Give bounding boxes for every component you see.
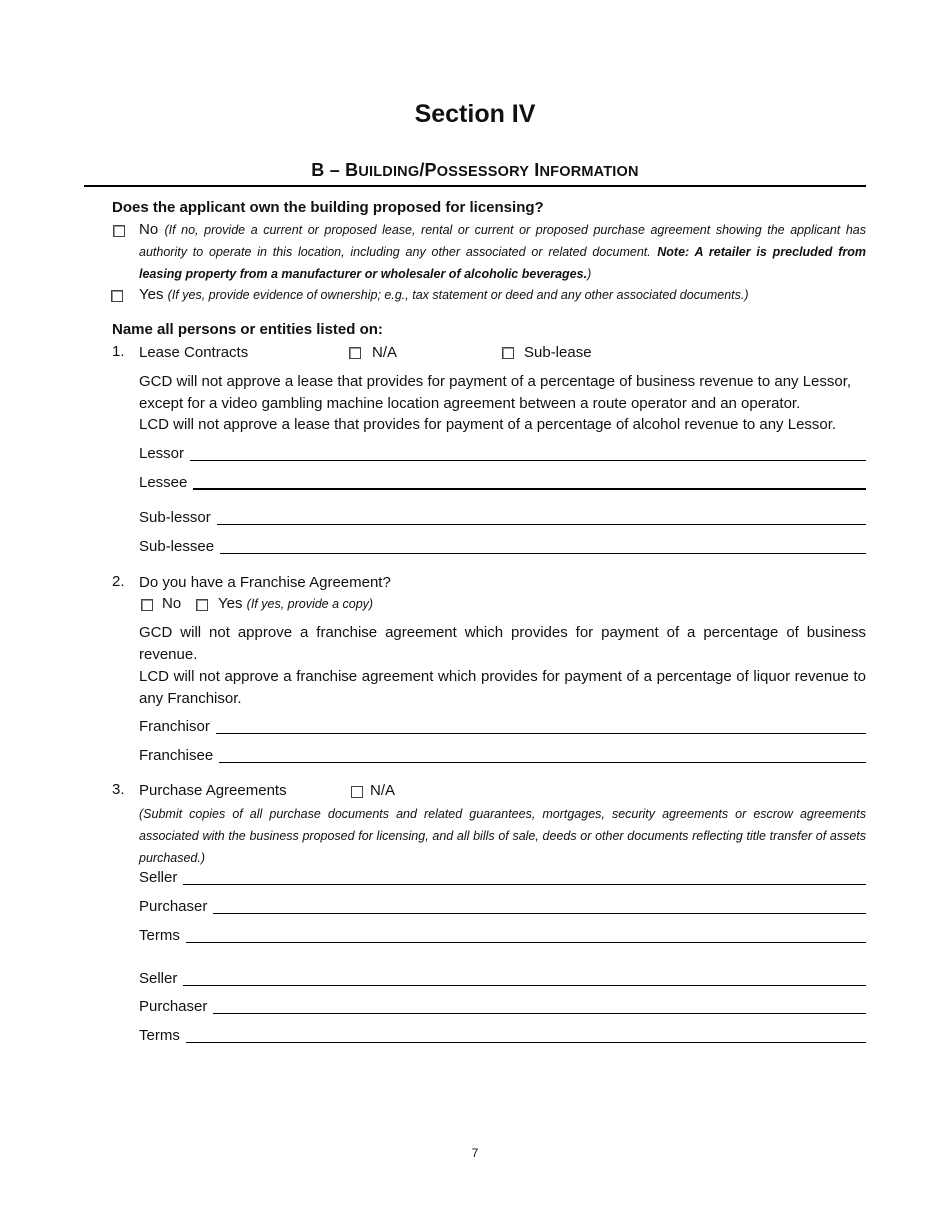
lessee-input-line[interactable]	[193, 472, 866, 490]
franchise-yes-note: (If yes, provide a copy)	[246, 597, 374, 611]
seller-input-line-2[interactable]	[183, 969, 866, 986]
seller-label-2: Seller	[139, 970, 178, 987]
sublease-label: Sub-lease	[524, 344, 592, 361]
purchase-note: (Submit copies of all purchase documents and related guarantees, mortgages, security agreements or escrow agreements associated with the business proposed for licensing, and all bills of sale, deeds or other documents reflecting title transfer of assets purchased.)	[139, 807, 866, 865]
terms-field-2[interactable]	[139, 1025, 866, 1045]
persons-heading: Name all persons or entities listed on:	[112, 321, 383, 338]
lease-label: Lease Contracts	[139, 344, 249, 361]
purchaser-field-2[interactable]	[139, 996, 866, 1016]
seller-label-1: Seller	[139, 869, 178, 886]
lessor-label: Lessor	[139, 445, 185, 462]
lease-lcd-paragraph: LCD will not approve a lease that provides for payment of a percentage of alcohol revenue to any Lessor.	[139, 416, 837, 433]
franchisee-label: Franchisee	[139, 747, 214, 764]
ownership-no-option: No (If no, provide a current or proposed lease, rental or current or proposed purchase agreement showing the applicant has authority to operate in this location, including any other associated or related document. Note: A retailer is precluded from leasing property from a manufacturer or wholesaler of alcoholic beverages.)	[139, 221, 866, 281]
ownership-no-note: (If no, provide a current or proposed lease, rental or current or proposed purchase agreement showing the applicant has authority to operate in this location, including any other associated or related document.	[139, 223, 866, 259]
franchise-yes-checkbox[interactable]	[196, 599, 208, 611]
sublease-checkbox[interactable]	[502, 347, 514, 359]
franchisor-label: Franchisor	[139, 718, 210, 735]
sub-lessee-label: Sub-lessee	[139, 538, 215, 555]
lease-na-checkbox[interactable]	[349, 347, 361, 359]
terms-label-2: Terms	[139, 1027, 180, 1044]
franchisor-field[interactable]	[139, 716, 866, 736]
ownership-no-label: No	[139, 221, 159, 238]
terms-input-line-1[interactable]	[186, 926, 866, 943]
purchase-label: Purchase Agreements	[139, 782, 287, 799]
sub-lessor-field[interactable]	[139, 507, 866, 527]
purchaser-field-1[interactable]	[139, 896, 866, 916]
purchaser-label-2: Purchaser	[139, 998, 208, 1015]
franchisor-input-line[interactable]	[216, 717, 866, 734]
purchase-na-checkbox[interactable]	[351, 786, 363, 798]
terms-label-1: Terms	[139, 927, 180, 944]
franchisee-input-line[interactable]	[219, 746, 866, 763]
ownership-no-checkbox[interactable]	[113, 225, 125, 237]
lease-number: 1.	[112, 343, 125, 360]
franchise-number: 2.	[112, 573, 125, 590]
page-number: 7	[471, 1146, 479, 1160]
ownership-no-note-bold: Note: A retailer is precluded from leasing property from a manufacturer or wholesaler of alcoholic beverages.	[139, 245, 866, 281]
sub-lessor-input-line[interactable]	[217, 508, 866, 525]
franchisee-field[interactable]	[139, 745, 866, 765]
sub-lessee-field[interactable]	[139, 536, 866, 556]
purchaser-input-line-1[interactable]	[213, 897, 866, 914]
franchise-lcd-paragraph: LCD will not approve a franchise agreement which provides for payment of a percentage of liquor revenue to any Franchisor.	[139, 668, 866, 707]
lessor-field[interactable]	[139, 443, 866, 463]
sub-lessee-input-line[interactable]	[220, 537, 866, 554]
lease-na-label: N/A	[372, 344, 398, 361]
ownership-yes-label: Yes	[139, 286, 164, 303]
terms-input-line-2[interactable]	[186, 1026, 866, 1043]
seller-input-line-1[interactable]	[183, 868, 866, 885]
franchise-no-checkbox[interactable]	[141, 599, 153, 611]
section-title: Section IV	[414, 100, 536, 128]
purchase-number: 3.	[112, 781, 125, 798]
ownership-yes-checkbox[interactable]	[111, 290, 123, 302]
header-divider	[84, 185, 866, 187]
seller-field-1[interactable]	[139, 867, 866, 887]
franchise-no-label: No	[162, 595, 182, 612]
purchaser-label-1: Purchaser	[139, 898, 208, 915]
lessee-label: Lessee	[139, 474, 188, 491]
ownership-yes-note: (If yes, provide evidence of ownership; e.g., tax statement or deed and any other associated documents.)	[167, 288, 749, 302]
franchise-gcd-paragraph: GCD will not approve a franchise agreement which provides for payment of a percentage of business revenue.	[139, 624, 866, 663]
franchise-question: Do you have a Franchise Agreement?	[139, 574, 391, 591]
lessor-input-line[interactable]	[190, 444, 866, 461]
purchaser-input-line-2[interactable]	[213, 997, 866, 1014]
sub-lessor-label: Sub-lessor	[139, 509, 211, 526]
section-subtitle: B – BUILDING/POSSESSORY INFORMATION	[311, 160, 639, 180]
lease-gcd-paragraph: GCD will not approve a lease that provides for payment of a percentage of business revenue to any Lessor, except for a video gambling machine location agreement between a route operator and an operator.	[139, 373, 852, 412]
seller-field-2[interactable]	[139, 968, 866, 988]
franchise-yes-label: Yes	[218, 595, 243, 612]
ownership-question: Does the applicant own the building proposed for licensing?	[112, 199, 544, 216]
franchise-yes-option	[218, 593, 373, 615]
terms-field-1[interactable]	[139, 925, 866, 945]
lessee-field[interactable]	[139, 472, 866, 492]
purchase-na-label: N/A	[370, 782, 396, 799]
ownership-yes-option	[139, 284, 866, 306]
